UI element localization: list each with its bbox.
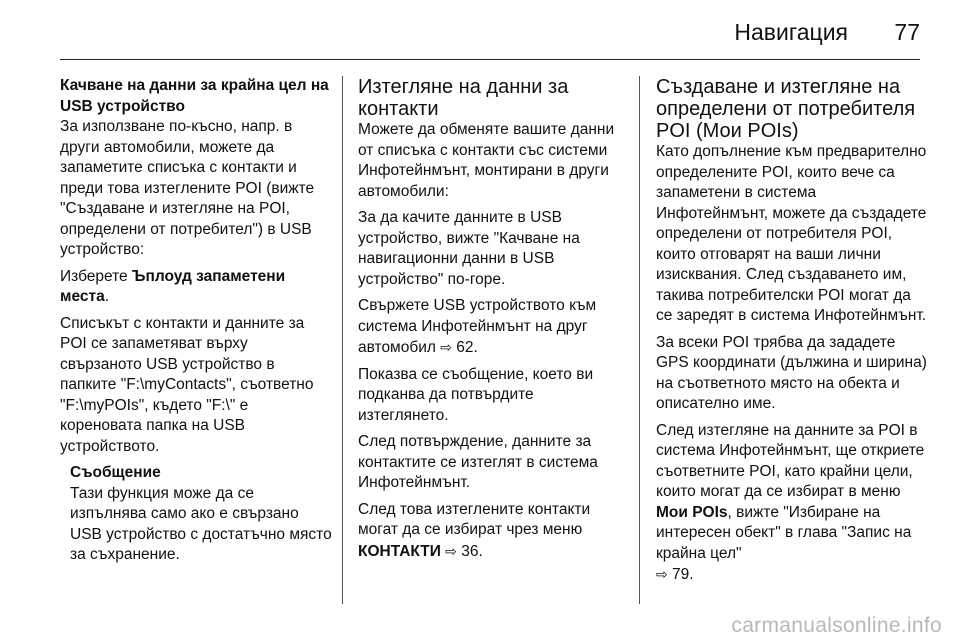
menu-item-name: Мои POIs: [656, 503, 728, 521]
page-reference: 62: [456, 339, 474, 356]
text-span: След това изтеглените контакти могат да се избират чрез меню: [358, 500, 591, 538]
col3-heading: Създаване и изтегляне на определени от потребителя POI (Мои POIs): [656, 76, 916, 142]
text-span: Изберете: [60, 267, 132, 285]
col2-paragraph-4: Показва се съобщение, което ви подканва да потвърдите изтеглянето.: [358, 365, 594, 424]
column-1: [60, 76, 332, 566]
section-title: Навигация: [734, 19, 848, 45]
menu-item-name: Ъплоуд запаметени места: [60, 267, 286, 305]
col1-paragraph-3: Списъкът с контакти и данните за POI се запаметяват върху свързаното USB устройство в папките "F:\myContacts", съответно "F:\myPOIs", където "F:\" е кореновата папка на USB устройството.: [60, 314, 314, 455]
col3-paragraph-1: Като допълнение към предварително определените POI, които вече са запаметени в система Инфотейнмънт, можете да създадете определени от потребителя POI, които отговарят на ваши лични изисквания. След създаването им, такива потребителски POI могат да се заредят в система Инфотейнмънт.: [656, 143, 927, 324]
text-span: .: [104, 288, 110, 305]
page-reference-icon: ⇨: [445, 542, 457, 559]
col2-paragraph-6: [358, 500, 626, 563]
text-span: .: [473, 339, 478, 356]
col2-paragraph-3: [358, 296, 626, 359]
col3-paragraph-2: За всеки POI трябва да зададете GPS координати (дължина и ширина) на съответното място на обекта и описателно име.: [656, 333, 927, 412]
page-reference-icon: ⇨: [440, 339, 452, 355]
page-number: 77: [894, 19, 920, 45]
column-divider: [342, 76, 343, 604]
page-reference: 79: [672, 566, 690, 583]
col2-paragraph-2: За да качите данните в USB устройство, вижте "Качване на навигационни данни в USB устройство" по-горе.: [358, 209, 580, 288]
note-text: Тази функция може да се изпълнява само ако е свързано USB устройство с достатъчно място за съхранение.: [70, 484, 332, 563]
header-rule: [60, 59, 920, 60]
col2-paragraph-5: След потвърждение, данните за контактите се изтеглят в система Инфотейнмънт.: [358, 433, 598, 491]
text-span: , вижте "Избиране на интересен обект" в глава "Запис на крайна цел": [656, 503, 912, 562]
note-block: [60, 463, 332, 566]
menu-item-name: КОНТАКТИ: [358, 542, 441, 560]
text-span: .: [478, 542, 483, 560]
column-3: [656, 76, 930, 592]
col1-heading: Качване на данни за крайна цел на USB устройство: [60, 77, 329, 115]
col1-paragraph-1: За използване по-късно, напр. в други автомобили, можете да запаметите списъка с контакти и преди това изтеглените POI (вижте "Създаване и изтегляне на POI, определени от потребител") в USB устройство:: [60, 118, 315, 258]
text-span: Свържете USB устройството към система Инфотейнмънт на друг автомобил: [358, 297, 597, 356]
text-span: .: [689, 566, 694, 583]
page-reference: 36: [461, 542, 479, 560]
watermark: carmanualsonline.info: [731, 614, 942, 637]
column-2: [358, 76, 626, 568]
col2-paragraph-1: Можете да обменяте вашите данни от списъка с контакти със системи Инфотейнмънт, монтирани в други автомобили:: [358, 121, 615, 200]
note-title: Съобщение: [70, 464, 161, 481]
column-divider: [639, 76, 640, 604]
col2-heading: Изтегляне на данни за контакти: [358, 76, 569, 120]
text-span: След изтегляне на данните за POI в система Инфотейнмънт, ще откриете съответните POI, като крайни цели, които могат да се избират в меню: [656, 421, 925, 500]
col1-paragraph-2: [60, 267, 332, 308]
col3-paragraph-3: [656, 421, 930, 586]
page-reference-icon: ⇨: [656, 566, 668, 582]
